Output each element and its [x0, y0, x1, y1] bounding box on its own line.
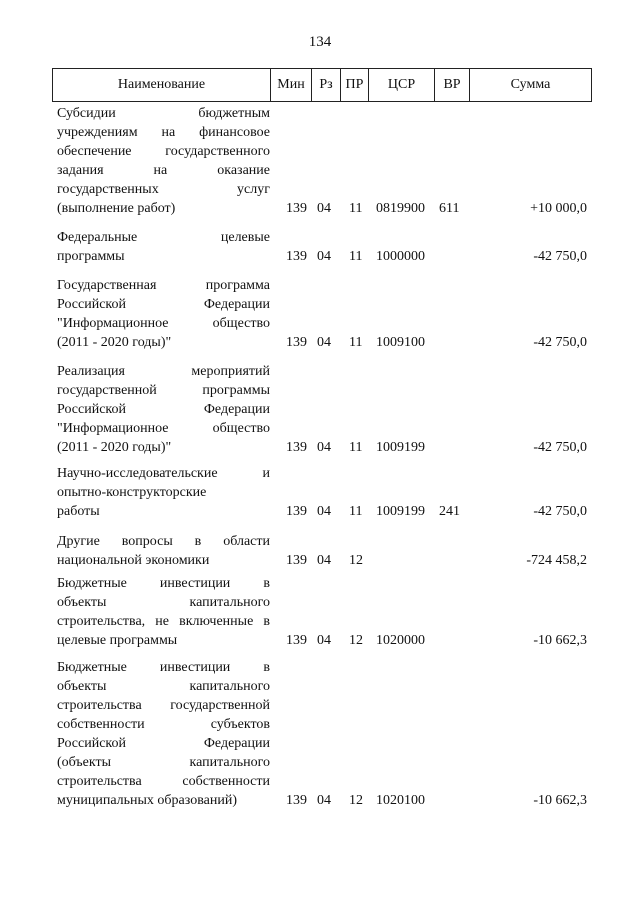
row-name-line: Бюджетные инвестиции в	[57, 576, 270, 591]
row-csr: 1009199	[376, 440, 425, 455]
row-name-line: Другие вопросы в области	[57, 534, 270, 549]
row-rz: 04	[317, 201, 331, 216]
row-min: 139	[286, 201, 307, 216]
row-name-line: Российской Федерации	[57, 402, 270, 417]
row-name	[57, 362, 270, 457]
row-pr: 11	[349, 249, 363, 264]
row-pr: 11	[349, 504, 363, 519]
row-vr: 611	[439, 201, 460, 216]
row-rz: 04	[317, 249, 331, 264]
row-name-line: обеспечение государственного	[57, 144, 270, 159]
row-name-line: Российской Федерации	[57, 297, 270, 312]
row-csr: 1020100	[376, 793, 425, 808]
row-min: 139	[286, 633, 307, 648]
row-name-line: учреждениям на финансовое	[57, 125, 270, 140]
row-name	[57, 104, 270, 218]
row-rz: 04	[317, 633, 331, 648]
table-row	[52, 658, 592, 810]
row-min: 139	[286, 504, 307, 519]
table-header	[52, 68, 592, 102]
row-min: 139	[286, 553, 307, 568]
row-rz: 04	[317, 440, 331, 455]
table-row	[52, 104, 592, 218]
table-row	[52, 228, 592, 266]
header-pr: ПР	[341, 69, 369, 101]
table-row	[52, 574, 592, 650]
header-rz: Рз	[312, 69, 341, 101]
row-rz: 04	[317, 553, 331, 568]
row-name-line: государственной программы	[57, 383, 270, 398]
row-name-line: государственных услуг	[57, 182, 270, 197]
row-name-line: целевые программы	[57, 633, 178, 648]
row-name-line: объекты капитального	[57, 679, 270, 694]
header-name: Наименование	[53, 69, 271, 101]
row-rz: 04	[317, 793, 331, 808]
row-name-line: программы	[57, 249, 125, 264]
row-sum: -42 750,0	[533, 440, 587, 455]
row-name	[57, 574, 270, 650]
row-sum: -42 750,0	[533, 335, 587, 350]
row-rz: 04	[317, 504, 331, 519]
row-sum: -10 662,3	[533, 633, 587, 648]
row-sum: -724 458,2	[526, 553, 587, 568]
row-name-line: (2011 - 2020 годы)"	[57, 335, 172, 350]
row-name-line: национальной экономики	[57, 553, 210, 568]
table-row	[52, 532, 592, 570]
row-name-line: строительства, не включенные в	[57, 614, 270, 629]
row-name	[57, 658, 270, 810]
row-name-line: Реализация мероприятий	[57, 364, 270, 379]
header-sum: Сумма	[510, 77, 551, 92]
row-sum: -42 750,0	[533, 504, 587, 519]
row-name-line: Российской Федерации	[57, 736, 270, 751]
row-name-line: Субсидии бюджетным	[57, 106, 270, 121]
row-csr: 1009199	[376, 504, 425, 519]
row-vr: 241	[439, 504, 460, 519]
row-min: 139	[286, 793, 307, 808]
row-name	[57, 532, 270, 570]
row-name-line: муниципальных образований)	[57, 793, 237, 808]
row-name-line: Федеральные целевые	[57, 230, 270, 245]
header-min: Мин	[271, 69, 312, 101]
row-name-line: "Информационное общество	[57, 316, 270, 331]
table-row	[52, 464, 592, 521]
row-name-line: объекты капитального	[57, 595, 270, 610]
row-min: 139	[286, 335, 307, 350]
row-name-line: (2011 - 2020 годы)"	[57, 440, 172, 455]
row-pr: 12	[349, 553, 363, 568]
row-rz: 04	[317, 335, 331, 350]
row-min: 139	[286, 440, 307, 455]
row-pr: 12	[349, 793, 363, 808]
row-csr: 1000000	[376, 249, 425, 264]
row-sum: -10 662,3	[533, 793, 587, 808]
row-name	[57, 228, 270, 266]
row-name-line: собственности субъектов	[57, 717, 270, 732]
row-name-line: строительства государственной	[57, 698, 270, 713]
row-name-line: Бюджетные инвестиции в	[57, 660, 270, 675]
row-sum: +10 000,0	[530, 201, 587, 216]
table-row	[52, 276, 592, 352]
row-name-line: (объекты капитального	[57, 755, 270, 770]
row-name-line: задания на оказание	[57, 163, 270, 178]
row-name-line: работы	[57, 504, 100, 519]
row-csr: 0819900	[376, 201, 425, 216]
row-pr: 12	[349, 633, 363, 648]
row-name-line: Научно-исследовательские и	[57, 466, 270, 481]
row-min: 139	[286, 249, 307, 264]
page-number: 134	[308, 34, 332, 50]
row-name	[57, 276, 270, 352]
header-vr: ВР	[435, 69, 470, 101]
row-csr: 1020000	[376, 633, 425, 648]
row-pr: 11	[349, 440, 363, 455]
row-name-line: опытно-конструкторские	[57, 485, 207, 500]
row-pr: 11	[349, 201, 363, 216]
row-name-line: Государственная программа	[57, 278, 270, 293]
row-csr: 1009100	[376, 335, 425, 350]
row-name	[57, 464, 270, 521]
row-sum: -42 750,0	[533, 249, 587, 264]
row-name-line: "Информационное общество	[57, 421, 270, 436]
row-name-line: (выполнение работ)	[57, 201, 176, 216]
row-name-line: строительства собственности	[57, 774, 270, 789]
header-csr: ЦСР	[369, 69, 435, 101]
row-pr: 11	[349, 335, 363, 350]
table-row	[52, 362, 592, 457]
